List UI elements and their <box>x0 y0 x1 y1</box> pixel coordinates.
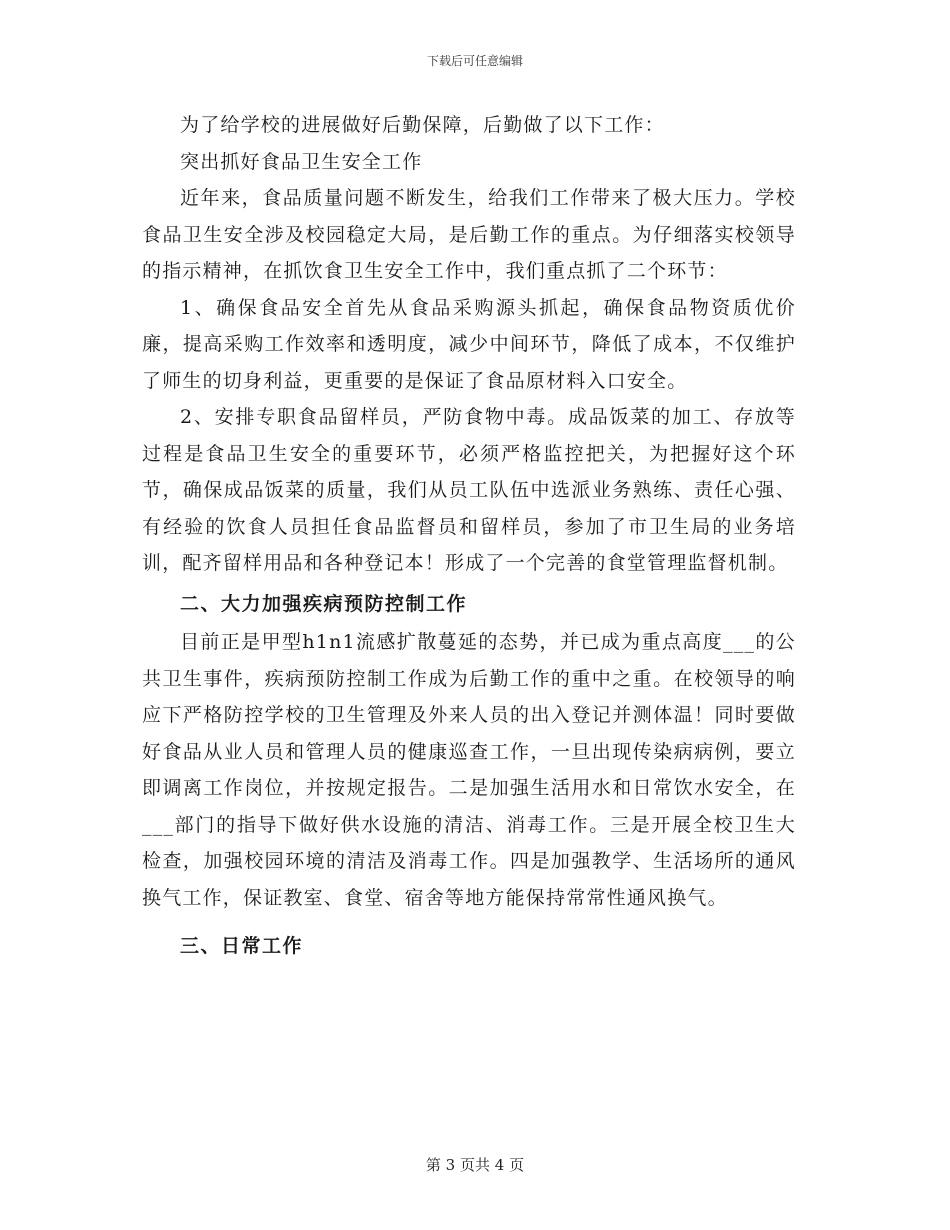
section-heading-disease-control: 二、大力加强疾病预防控制工作 <box>180 592 468 615</box>
sample-keeper-paragraph: 2、安排专职食品留样员，严防食物中毒。成品饭菜的加工、存放等过程是食品卫生安全的重要环节，必须严格监控把关，为把握好这个环节，确保成品饭菜的质量，我们从员工队伍中选派业务熟练、责任心强、有经验的饮食人员担任食品监督员和留样员，参加了市卫生局的业务培训，配齐留样用品和各种登记本！形成了一个完善的食堂管理监督机制。 <box>142 406 796 574</box>
page-header: 下载后可任意编辑 <box>426 54 523 68</box>
page-footer: 第 3 页共 4 页 <box>425 1156 525 1174</box>
food-safety-paragraph: 近年来，食品质量问题不断发生，给我们工作带来了极大压力。学校食品卫生安全涉及校园稳定大局，是后勤工作的重点。为仔细落实校领导的指示精神，在抓饮食卫生安全工作中，我们重点抓了二个环节： <box>142 187 796 282</box>
intro-paragraph: 为了给学校的进展做好后勤保障，后勤做了以下工作： <box>180 114 665 136</box>
section-heading-daily-work: 三、日常工作 <box>180 935 304 957</box>
disease-control-paragraph: 目前正是甲型h1n1流感扩散蔓延的态势，并已成为重点高度___的公共卫生事件，疾病预防控制工作成为后勤工作的重中之重。在校领导的响应下严格防控学校的卫生管理及外来人员的出入登记并测体温！同时要做好食品从业人员和管理人员的健康巡查工作，一旦出现传染病病例，要立即调离工作岗位，并按规定报告。二是加强生活用水和日常饮水安全，在___部门的指导下做好供水设施的清洁、消毒工作。三是开展全校卫生大检查，加强校园环境的清洁及消毒工作。四是加强教学、生活场所的通风换气工作，保证教室、食堂、宿舍等地方能保持常常性通风换气。 <box>142 631 796 909</box>
section-title-food-safety: 突出抓好食品卫生安全工作 <box>180 150 423 173</box>
procurement-paragraph: 1、确保食品安全首先从食品采购源头抓起，确保食品物资质优价廉，提高采购工作效率和透明度，减少中间环节，降低了成本，不仅维护了师生的切身利益，更重要的是保证了食品原材料入口安全。 <box>142 296 796 392</box>
document-body <box>142 107 796 967</box>
